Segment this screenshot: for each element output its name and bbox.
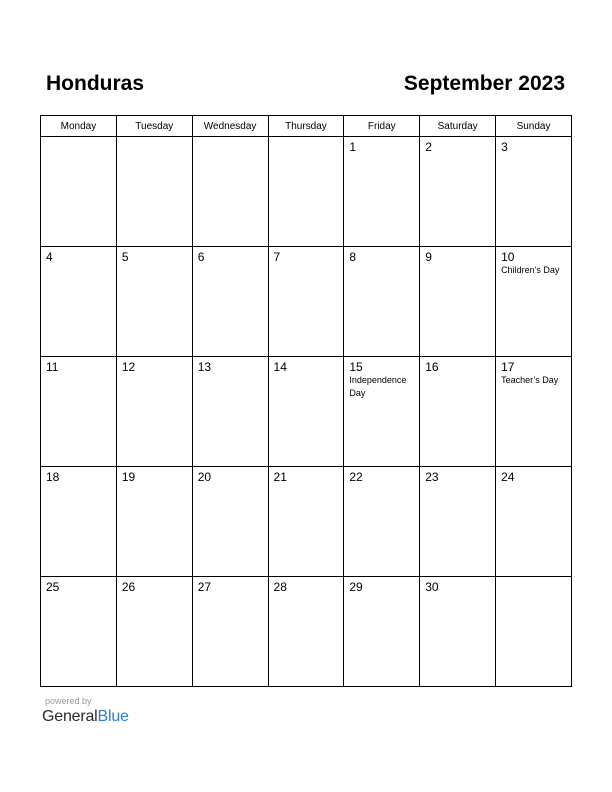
weekday-header-thursday: Thursday — [268, 116, 344, 137]
day-number: 29 — [349, 580, 363, 594]
day-number: 6 — [197, 250, 205, 264]
day-number: 21 — [273, 470, 287, 484]
day-number: 30 — [425, 580, 439, 594]
day-number: 16 — [425, 360, 439, 374]
day-number: 13 — [197, 360, 212, 374]
day-number: 25 — [46, 580, 60, 594]
day-number: 27 — [197, 580, 212, 594]
day-number — [41, 137, 116, 140]
week-row — [41, 247, 572, 357]
week-row — [41, 137, 572, 247]
day-cell — [192, 467, 268, 577]
week-row — [41, 577, 572, 687]
day-cell — [116, 357, 192, 467]
day-cell — [420, 357, 496, 467]
day-cell — [344, 467, 420, 577]
day-cell — [192, 357, 268, 467]
day-cell — [41, 467, 117, 577]
day-cell — [41, 247, 117, 357]
weekday-header-row — [41, 116, 572, 137]
day-number: 3 — [501, 140, 508, 154]
day-cell — [268, 467, 344, 577]
weekday-header-monday: Monday — [41, 116, 117, 137]
day-cell — [420, 137, 496, 247]
day-cell — [496, 357, 572, 467]
day-number — [193, 137, 268, 140]
holiday-label: Children’s Day — [501, 265, 560, 275]
day-number: 8 — [349, 250, 357, 264]
weekday-header-tuesday: Tuesday — [116, 116, 192, 137]
day-cell — [268, 247, 344, 357]
day-cell — [116, 577, 192, 687]
powered-by-text: powered by — [45, 696, 92, 706]
day-cell — [420, 247, 496, 357]
day-cell — [41, 577, 117, 687]
day-cell — [344, 137, 420, 247]
generalblue-logo — [42, 707, 129, 727]
day-number: 12 — [121, 360, 136, 374]
day-number — [117, 137, 192, 140]
day-number: 1 — [349, 140, 357, 154]
day-number — [269, 137, 344, 140]
day-number — [496, 577, 571, 580]
day-number: 22 — [349, 470, 363, 484]
day-number: 19 — [121, 470, 136, 484]
day-cell — [116, 467, 192, 577]
day-number: 5 — [121, 250, 129, 264]
day-cell — [268, 137, 344, 247]
holiday-label: Independence Day — [349, 375, 407, 398]
day-number: 15 — [349, 360, 363, 374]
day-number: 28 — [273, 580, 287, 594]
day-cell — [268, 357, 344, 467]
day-cell — [344, 357, 420, 467]
weekday-header-sunday: Sunday — [496, 116, 572, 137]
day-cell — [116, 247, 192, 357]
day-number: 17 — [501, 360, 515, 374]
day-cell — [268, 577, 344, 687]
week-row — [41, 357, 572, 467]
day-cell — [41, 357, 117, 467]
day-number: 26 — [121, 580, 136, 594]
weekday-header-friday: Friday — [344, 116, 420, 137]
day-cell — [344, 247, 420, 357]
logo-general-text: General — [42, 708, 98, 725]
footer-brand — [42, 696, 129, 727]
day-number: 24 — [501, 470, 515, 484]
day-cell — [192, 247, 268, 357]
holiday-label: Teacher’s Day — [501, 375, 559, 385]
weekday-header-saturday: Saturday — [420, 116, 496, 137]
day-number: 11 — [46, 360, 59, 374]
day-cell — [496, 137, 572, 247]
day-number: 4 — [46, 250, 53, 264]
month-title: September 2023 — [403, 72, 565, 95]
day-number: 9 — [425, 250, 432, 264]
day-number: 14 — [273, 360, 287, 374]
calendar-body — [41, 137, 572, 687]
day-cell — [192, 577, 268, 687]
day-cell — [496, 247, 572, 357]
day-number: 10 — [501, 250, 515, 264]
day-cell — [496, 467, 572, 577]
day-number: 7 — [273, 250, 281, 264]
day-cell — [496, 577, 572, 687]
calendar-grid — [40, 115, 572, 687]
day-cell — [420, 467, 496, 577]
day-cell — [192, 137, 268, 247]
day-cell — [344, 577, 420, 687]
day-cell — [41, 137, 117, 247]
day-number: 18 — [46, 470, 60, 484]
day-cell — [420, 577, 496, 687]
logo-blue-text: Blue — [97, 708, 129, 725]
country-title: Honduras — [46, 72, 145, 95]
day-number: 23 — [425, 470, 439, 484]
week-row — [41, 467, 572, 577]
weekday-header-wednesday: Wednesday — [192, 116, 268, 137]
day-number: 2 — [425, 140, 432, 154]
day-cell — [116, 137, 192, 247]
day-number: 20 — [197, 470, 212, 484]
